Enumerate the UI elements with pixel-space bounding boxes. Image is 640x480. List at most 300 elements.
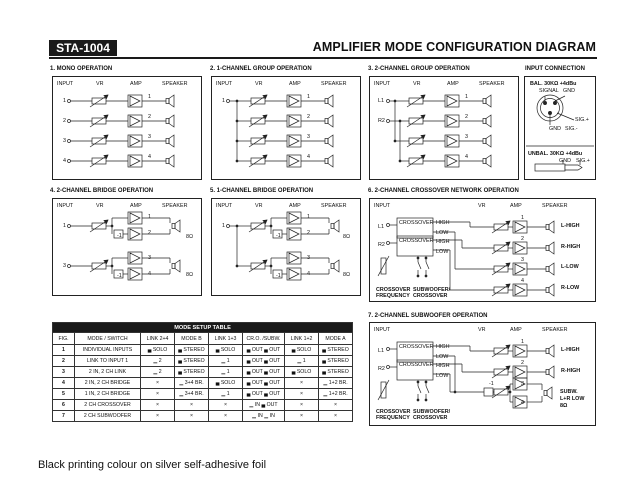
table-cell: ▄ SOLO: [285, 367, 319, 378]
speaker-cone: [175, 260, 180, 272]
col-vr-label: VR: [478, 203, 486, 209]
r-high-label: R-HIGH: [561, 368, 581, 374]
section-title-subwoofer: 7. 2-CHANNEL SUBWOOFER OPERATION: [368, 313, 488, 319]
table-cell: 4: [53, 378, 75, 389]
speaker-cone: [486, 115, 491, 127]
subw-label: SUBW.: [560, 389, 578, 395]
high-label: HIGH: [436, 363, 450, 369]
speaker-cone: [169, 95, 174, 107]
xlr-pin: [543, 101, 546, 104]
input-terminal: [227, 225, 230, 228]
speaker-icon: [483, 159, 486, 164]
input-number: 1: [222, 98, 225, 104]
speaker-icon: [166, 99, 169, 104]
input-number: 2: [63, 118, 66, 124]
table-cell: ×: [209, 411, 243, 422]
speaker-icon: [172, 224, 175, 229]
amp-triangle: [447, 156, 457, 166]
crossover-frequency-label: CROSSOVER FREQUENCY: [376, 287, 411, 299]
col-vr-label: VR: [478, 327, 486, 333]
speaker-icon: [325, 99, 328, 104]
table-cell: ×: [141, 411, 175, 422]
ohm-label: 8Ω: [186, 234, 194, 240]
table-cell: 2 IN, 2 CH LINK: [75, 367, 141, 378]
input-terminal: [387, 242, 390, 245]
speaker-icon: [546, 246, 549, 251]
amp-number: 2: [148, 114, 151, 120]
amp-triangle: [289, 136, 299, 146]
lr-low-label: L+R LOW: [560, 396, 585, 402]
speaker-cone: [175, 220, 180, 232]
mode-table-header: LINK 1+2: [285, 333, 319, 345]
speaker-icon: [546, 349, 549, 354]
col-amp-label: AMP: [289, 203, 301, 209]
col-input-label: INPUT: [216, 203, 233, 209]
table-cell: ▄ STEREO: [175, 356, 209, 367]
table-cell: ▄ SOLO: [209, 345, 243, 356]
amp-triangle: [289, 156, 299, 166]
crossover-frequency-label: CROSSOVER FREQUENCY: [376, 409, 411, 421]
subw-ohm-label: 8Ω: [560, 403, 568, 409]
amp-triangle: [515, 397, 525, 407]
input-terminal: [387, 224, 390, 227]
speaker-cone: [549, 221, 554, 233]
input-number: 1: [222, 223, 225, 229]
amp-number: 3: [521, 257, 524, 263]
table-cell: ▄ STEREO: [319, 356, 353, 367]
table-cell: 1: [53, 345, 75, 356]
speaker-cone: [549, 284, 554, 296]
table-cell: ×: [209, 400, 243, 411]
crossover-block: [397, 236, 433, 256]
col-speaker-label: SPEAKER: [542, 203, 568, 209]
high-label: HIGH: [436, 239, 450, 245]
amp-number: 2: [148, 230, 151, 236]
amp-number: 1: [148, 214, 151, 220]
table-cell: 1 IN, 2 CH BRIDGE: [75, 389, 141, 400]
table-cell: ▄ OUT ▄ OUT: [243, 356, 285, 367]
table-cell: 3: [53, 367, 75, 378]
speaker-cone: [549, 242, 554, 254]
table-cell: ▁ 3+4 BR.: [175, 389, 209, 400]
inverter-block: [273, 230, 282, 238]
mode-table-title: MODE SETUP TABLE: [53, 323, 353, 333]
amp-number: 2: [521, 360, 524, 366]
junction-dot: [270, 225, 272, 227]
speaker-cone: [328, 95, 333, 107]
speaker-icon: [546, 288, 549, 293]
high-label: HIGH: [436, 220, 450, 226]
table-cell: ▁ 1: [209, 356, 243, 367]
input-number: L1: [378, 348, 384, 354]
mode-table-header: MODE A: [319, 333, 353, 345]
speaker-cone: [486, 135, 491, 147]
crossover-label: CROSSOVER: [399, 362, 434, 368]
col-speaker-label: SPEAKER: [162, 203, 188, 209]
sig-plus-label: SIG.+: [575, 117, 589, 123]
amp-number: 4: [521, 400, 524, 406]
amp-triangle: [289, 229, 299, 239]
low-label: LOW: [436, 354, 449, 360]
col-speaker-label: SPEAKER: [162, 81, 188, 87]
speaker-cone: [169, 115, 174, 127]
table-cell: ×: [319, 400, 353, 411]
table-cell: ▄ SOLO: [141, 345, 175, 356]
speaker-cone: [486, 155, 491, 167]
amp-number: 2: [307, 114, 310, 120]
table-cell: ▁ 1: [209, 367, 243, 378]
speaker-cone: [328, 135, 333, 147]
mode-table-header: MODE / SWITCH: [75, 333, 141, 345]
input-terminal: [227, 100, 230, 103]
amp-number: 3: [521, 381, 524, 387]
mode-table-header: LINK 1+3: [209, 333, 243, 345]
table-cell: ▄ OUT ▄ OUT: [243, 367, 285, 378]
input-number: R2: [378, 366, 385, 372]
amp-number: 3: [148, 134, 151, 140]
ohm-label: 8Ω: [343, 234, 351, 240]
junction-dot: [509, 391, 511, 393]
sig-minus-label: SIG.-: [565, 126, 578, 132]
table-cell: ×: [285, 389, 319, 400]
bal-label: BAL. 30KΩ +4dBu: [530, 81, 577, 87]
table-cell: ×: [175, 411, 209, 422]
table-cell: 2 CH SUBWOOFER: [75, 411, 141, 422]
amp-triangle: [289, 213, 299, 223]
section-title-2ch-bridge: 4. 2-CHANNEL BRIDGE OPERATION: [50, 188, 154, 194]
speaker-cone: [169, 135, 174, 147]
amp-triangle: [289, 96, 299, 106]
l-high-label: L-HIGH: [561, 347, 580, 353]
amp-triangle: [515, 264, 525, 274]
col-vr-label: VR: [255, 203, 263, 209]
jack-plug-icon: [535, 164, 565, 171]
speaker-icon: [546, 267, 549, 272]
table-cell: ▁ 1: [209, 389, 243, 400]
speaker-cone: [549, 263, 554, 275]
table-cell: 5: [53, 389, 75, 400]
low-label: LOW: [436, 249, 449, 255]
l-high-label: L-HIGH: [561, 223, 580, 229]
section-title-input-connection: INPUT CONNECTION: [525, 66, 585, 72]
invert-label: -1: [489, 381, 494, 387]
speaker-icon: [331, 264, 334, 269]
speaker-cone: [547, 387, 552, 399]
crossover-block: [397, 360, 433, 380]
table-cell: ▁ 1+2 BR.: [319, 378, 353, 389]
low-label: LOW: [436, 373, 449, 379]
speaker-icon: [325, 139, 328, 144]
amp-triangle: [515, 222, 525, 232]
table-cell: 2 CH CROSSOVER: [75, 400, 141, 411]
amp-triangle: [130, 229, 140, 239]
speaker-cone: [549, 345, 554, 357]
col-vr-label: VR: [96, 203, 104, 209]
amp-triangle: [515, 243, 525, 253]
xlr-pin: [548, 111, 551, 114]
table-cell: ×: [141, 400, 175, 411]
junction-dot: [425, 257, 427, 259]
invert-label: -1: [117, 233, 122, 239]
speaker-cone: [328, 115, 333, 127]
low-label: LOW: [436, 230, 449, 236]
vr-arrow: [378, 380, 389, 400]
col-speaker-label: SPEAKER: [542, 327, 568, 333]
l-low-label: L-LOW: [561, 264, 579, 270]
inverter-block: [114, 230, 123, 238]
input-terminal: [68, 100, 71, 103]
section-title-1ch-bridge: 5. 1-CHANNEL BRIDGE OPERATION: [210, 188, 314, 194]
amp-number: 1: [307, 94, 310, 100]
crossover-block: [397, 218, 433, 238]
speaker-icon: [331, 224, 334, 229]
table-cell: ▄ STEREO: [175, 345, 209, 356]
amp-number: 2: [465, 114, 468, 120]
col-input-label: INPUT: [374, 203, 391, 209]
col-amp-label: AMP: [130, 203, 142, 209]
table-cell: ▄ STEREO: [319, 345, 353, 356]
junction-dot: [425, 381, 427, 383]
amp-triangle: [130, 156, 140, 166]
table-cell: ×: [285, 400, 319, 411]
amp-triangle: [515, 367, 525, 377]
junction-dot: [417, 257, 419, 259]
gnd3-label: GND: [559, 158, 571, 164]
input-terminal: [68, 265, 71, 268]
switch-lever: [418, 386, 421, 393]
table-cell: 2 IN, 2 CH BRIDGE: [75, 378, 141, 389]
amp-triangle: [130, 96, 140, 106]
speaker-icon: [166, 159, 169, 164]
sig3-label: SIG.+: [576, 158, 590, 164]
mode-table-header: LINK 2+4: [141, 333, 175, 345]
amp-number: 3: [465, 134, 468, 140]
amp-number: 1: [307, 214, 310, 220]
speaker-icon: [325, 159, 328, 164]
input-terminal: [68, 225, 71, 228]
junction-dot: [111, 265, 113, 267]
signal-label: SIGNAL: [539, 88, 559, 94]
amp-number: 4: [148, 154, 151, 160]
table-cell: ▄ SOLO: [209, 378, 243, 389]
table-cell: ▁ IN ▁ IN: [243, 411, 285, 422]
col-vr-label: VR: [96, 81, 104, 87]
col-input-label: INPUT: [57, 203, 74, 209]
input-number: L1: [378, 224, 384, 230]
jack-plug-tip: [565, 165, 582, 170]
table-cell: 2: [53, 356, 75, 367]
amp-number: 2: [307, 230, 310, 236]
table-cell: ×: [141, 389, 175, 400]
col-input-label: INPUT: [216, 81, 233, 87]
col-amp-label: AMP: [130, 81, 142, 87]
amp-triangle: [447, 136, 457, 146]
invert-label: -1: [276, 233, 281, 239]
switch-lever: [426, 262, 429, 269]
xlr-pin: [553, 101, 556, 104]
table-cell: ▄ STEREO: [175, 367, 209, 378]
junction-dot: [454, 391, 456, 393]
amp-number: 4: [307, 154, 310, 160]
speaker-cone: [549, 366, 554, 378]
ohm-label: 8Ω: [186, 272, 194, 278]
amp-triangle: [515, 379, 525, 389]
amp-triangle: [289, 116, 299, 126]
subwoofer-crossover-label: SUBWOOFER/ CROSSOVER: [413, 409, 451, 421]
speaker-icon: [546, 370, 549, 375]
amp-triangle: [447, 116, 457, 126]
input-number: 3: [63, 138, 66, 144]
speaker-icon: [483, 99, 486, 104]
subwoofer-crossover-label: SUBWOOFER/ CROSSOVER: [413, 287, 451, 299]
crossover-block: [397, 342, 433, 362]
amp-triangle: [515, 346, 525, 356]
speaker-cone: [334, 260, 339, 272]
speaker-icon: [166, 139, 169, 144]
amp-number: 1: [465, 94, 468, 100]
footer-note: Black printing colour on silver self-adhesive foil: [38, 459, 267, 471]
col-amp-label: AMP: [510, 203, 522, 209]
section-title-mono: 1. MONO OPERATION: [50, 66, 113, 72]
junction-dot: [425, 275, 427, 277]
inverter-block: [114, 270, 123, 278]
table-cell: ▁ 3+4 BR.: [175, 378, 209, 389]
junction-dot: [270, 265, 272, 267]
amp-number: 1: [148, 94, 151, 100]
col-vr-label: VR: [413, 81, 421, 87]
table-cell: ▄ STEREO: [319, 367, 353, 378]
junction-dot: [111, 225, 113, 227]
crossover-label: CROSSOVER: [399, 220, 434, 226]
gnd-label: GND: [563, 88, 575, 94]
table-cell: ×: [285, 411, 319, 422]
mode-table-header: MODE B: [175, 333, 209, 345]
col-amp-label: AMP: [447, 81, 459, 87]
high-label: HIGH: [436, 344, 450, 350]
junction-dot: [417, 399, 419, 401]
input-number: L1: [378, 98, 384, 104]
page-title: AMPLIFIER MODE CONFIGURATION DIAGRAM: [312, 40, 596, 54]
table-cell: ▄ OUT ▄ OUT: [243, 345, 285, 356]
amp-triangle: [130, 213, 140, 223]
ohm-label: 8Ω: [343, 272, 351, 278]
invert-label: -1: [117, 273, 122, 279]
table-cell: ▄ OUT ▄ OUT: [243, 389, 285, 400]
speaker-icon: [172, 264, 175, 269]
col-speaker-label: SPEAKER: [321, 203, 347, 209]
input-number: R2: [378, 242, 385, 248]
mode-table-header: CR.O. /SUBW.: [243, 333, 285, 345]
amp-triangle: [447, 96, 457, 106]
amp-number: 3: [307, 255, 310, 261]
table-cell: ×: [285, 378, 319, 389]
col-amp-label: AMP: [510, 327, 522, 333]
input-number: 1: [63, 98, 66, 104]
amp-number: 4: [521, 278, 524, 284]
input-terminal: [387, 100, 390, 103]
table-cell: ▁ 1: [285, 356, 319, 367]
col-amp-label: AMP: [289, 81, 301, 87]
col-input-label: INPUT: [374, 81, 391, 87]
input-terminal: [68, 140, 71, 143]
col-input-label: INPUT: [374, 327, 391, 333]
mode-table-header: FIG.: [53, 333, 75, 345]
amp-number: 1: [521, 339, 524, 345]
speaker-icon: [546, 225, 549, 230]
table-cell: 6: [53, 400, 75, 411]
unbal-label: UNBAL. 30KΩ +4dBu: [528, 151, 583, 157]
model-badge: STA-1004: [49, 40, 117, 56]
section-title-2ch-group: 3. 2-CHANNEL GROUP OPERATION: [368, 66, 470, 72]
table-cell: ▁ 2: [141, 367, 175, 378]
junction-dot: [417, 275, 419, 277]
speaker-icon: [483, 119, 486, 124]
inverter-block: [484, 388, 493, 396]
amp-triangle: [130, 253, 140, 263]
amp-number: 3: [148, 255, 151, 261]
input-terminal: [387, 366, 390, 369]
gnd2-label: GND: [549, 126, 561, 132]
vr-arrow: [378, 256, 389, 276]
table-cell: 7: [53, 411, 75, 422]
r-low-label: R-LOW: [561, 285, 580, 291]
crossover-label: CROSSOVER: [399, 238, 434, 244]
amp-triangle: [289, 269, 299, 279]
amp-number: 4: [148, 271, 151, 277]
section-title-crossover: 6. 2-CHANNEL CROSSOVER NETWORK OPERATION: [368, 188, 519, 194]
speaker-cone: [334, 220, 339, 232]
invert-label: -1: [276, 273, 281, 279]
col-vr-label: VR: [255, 81, 263, 87]
table-cell: INDIVIDUAL INPUTS: [75, 345, 141, 356]
table-cell: ▁ 2: [141, 356, 175, 367]
table-cell: ×: [319, 411, 353, 422]
input-terminal: [68, 120, 71, 123]
inverter-block: [273, 270, 282, 278]
table-cell: LINK TO INPUT 1: [75, 356, 141, 367]
speaker-cone: [486, 95, 491, 107]
col-speaker-label: SPEAKER: [321, 81, 347, 87]
col-input-label: INPUT: [57, 81, 74, 87]
speaker-icon: [325, 119, 328, 124]
amp-number: 2: [521, 236, 524, 242]
amp-number: 3: [307, 134, 310, 140]
input-number: 4: [63, 158, 66, 164]
input-number: 1: [63, 223, 66, 229]
table-cell: ▄ SOLO: [285, 345, 319, 356]
amp-triangle: [130, 269, 140, 279]
section-title-1ch-group: 2. 1-CHANNEL GROUP OPERATION: [210, 66, 312, 72]
speaker-cone: [328, 155, 333, 167]
input-number: R2: [378, 118, 385, 124]
speaker-icon: [166, 119, 169, 124]
amp-triangle: [130, 136, 140, 146]
junction-dot: [417, 381, 419, 383]
table-cell: ×: [141, 378, 175, 389]
r-high-label: R-HIGH: [561, 244, 581, 250]
amp-number: 4: [465, 154, 468, 160]
amp-triangle: [130, 116, 140, 126]
amp-triangle: [289, 253, 299, 263]
switch-lever: [426, 386, 429, 393]
speaker-cone: [169, 155, 174, 167]
junction-dot: [425, 399, 427, 401]
col-speaker-label: SPEAKER: [479, 81, 505, 87]
table-cell: ▄ OUT ▄ OUT: [243, 378, 285, 389]
input-terminal: [387, 120, 390, 123]
input-terminal: [387, 348, 390, 351]
switch-lever: [418, 262, 421, 269]
